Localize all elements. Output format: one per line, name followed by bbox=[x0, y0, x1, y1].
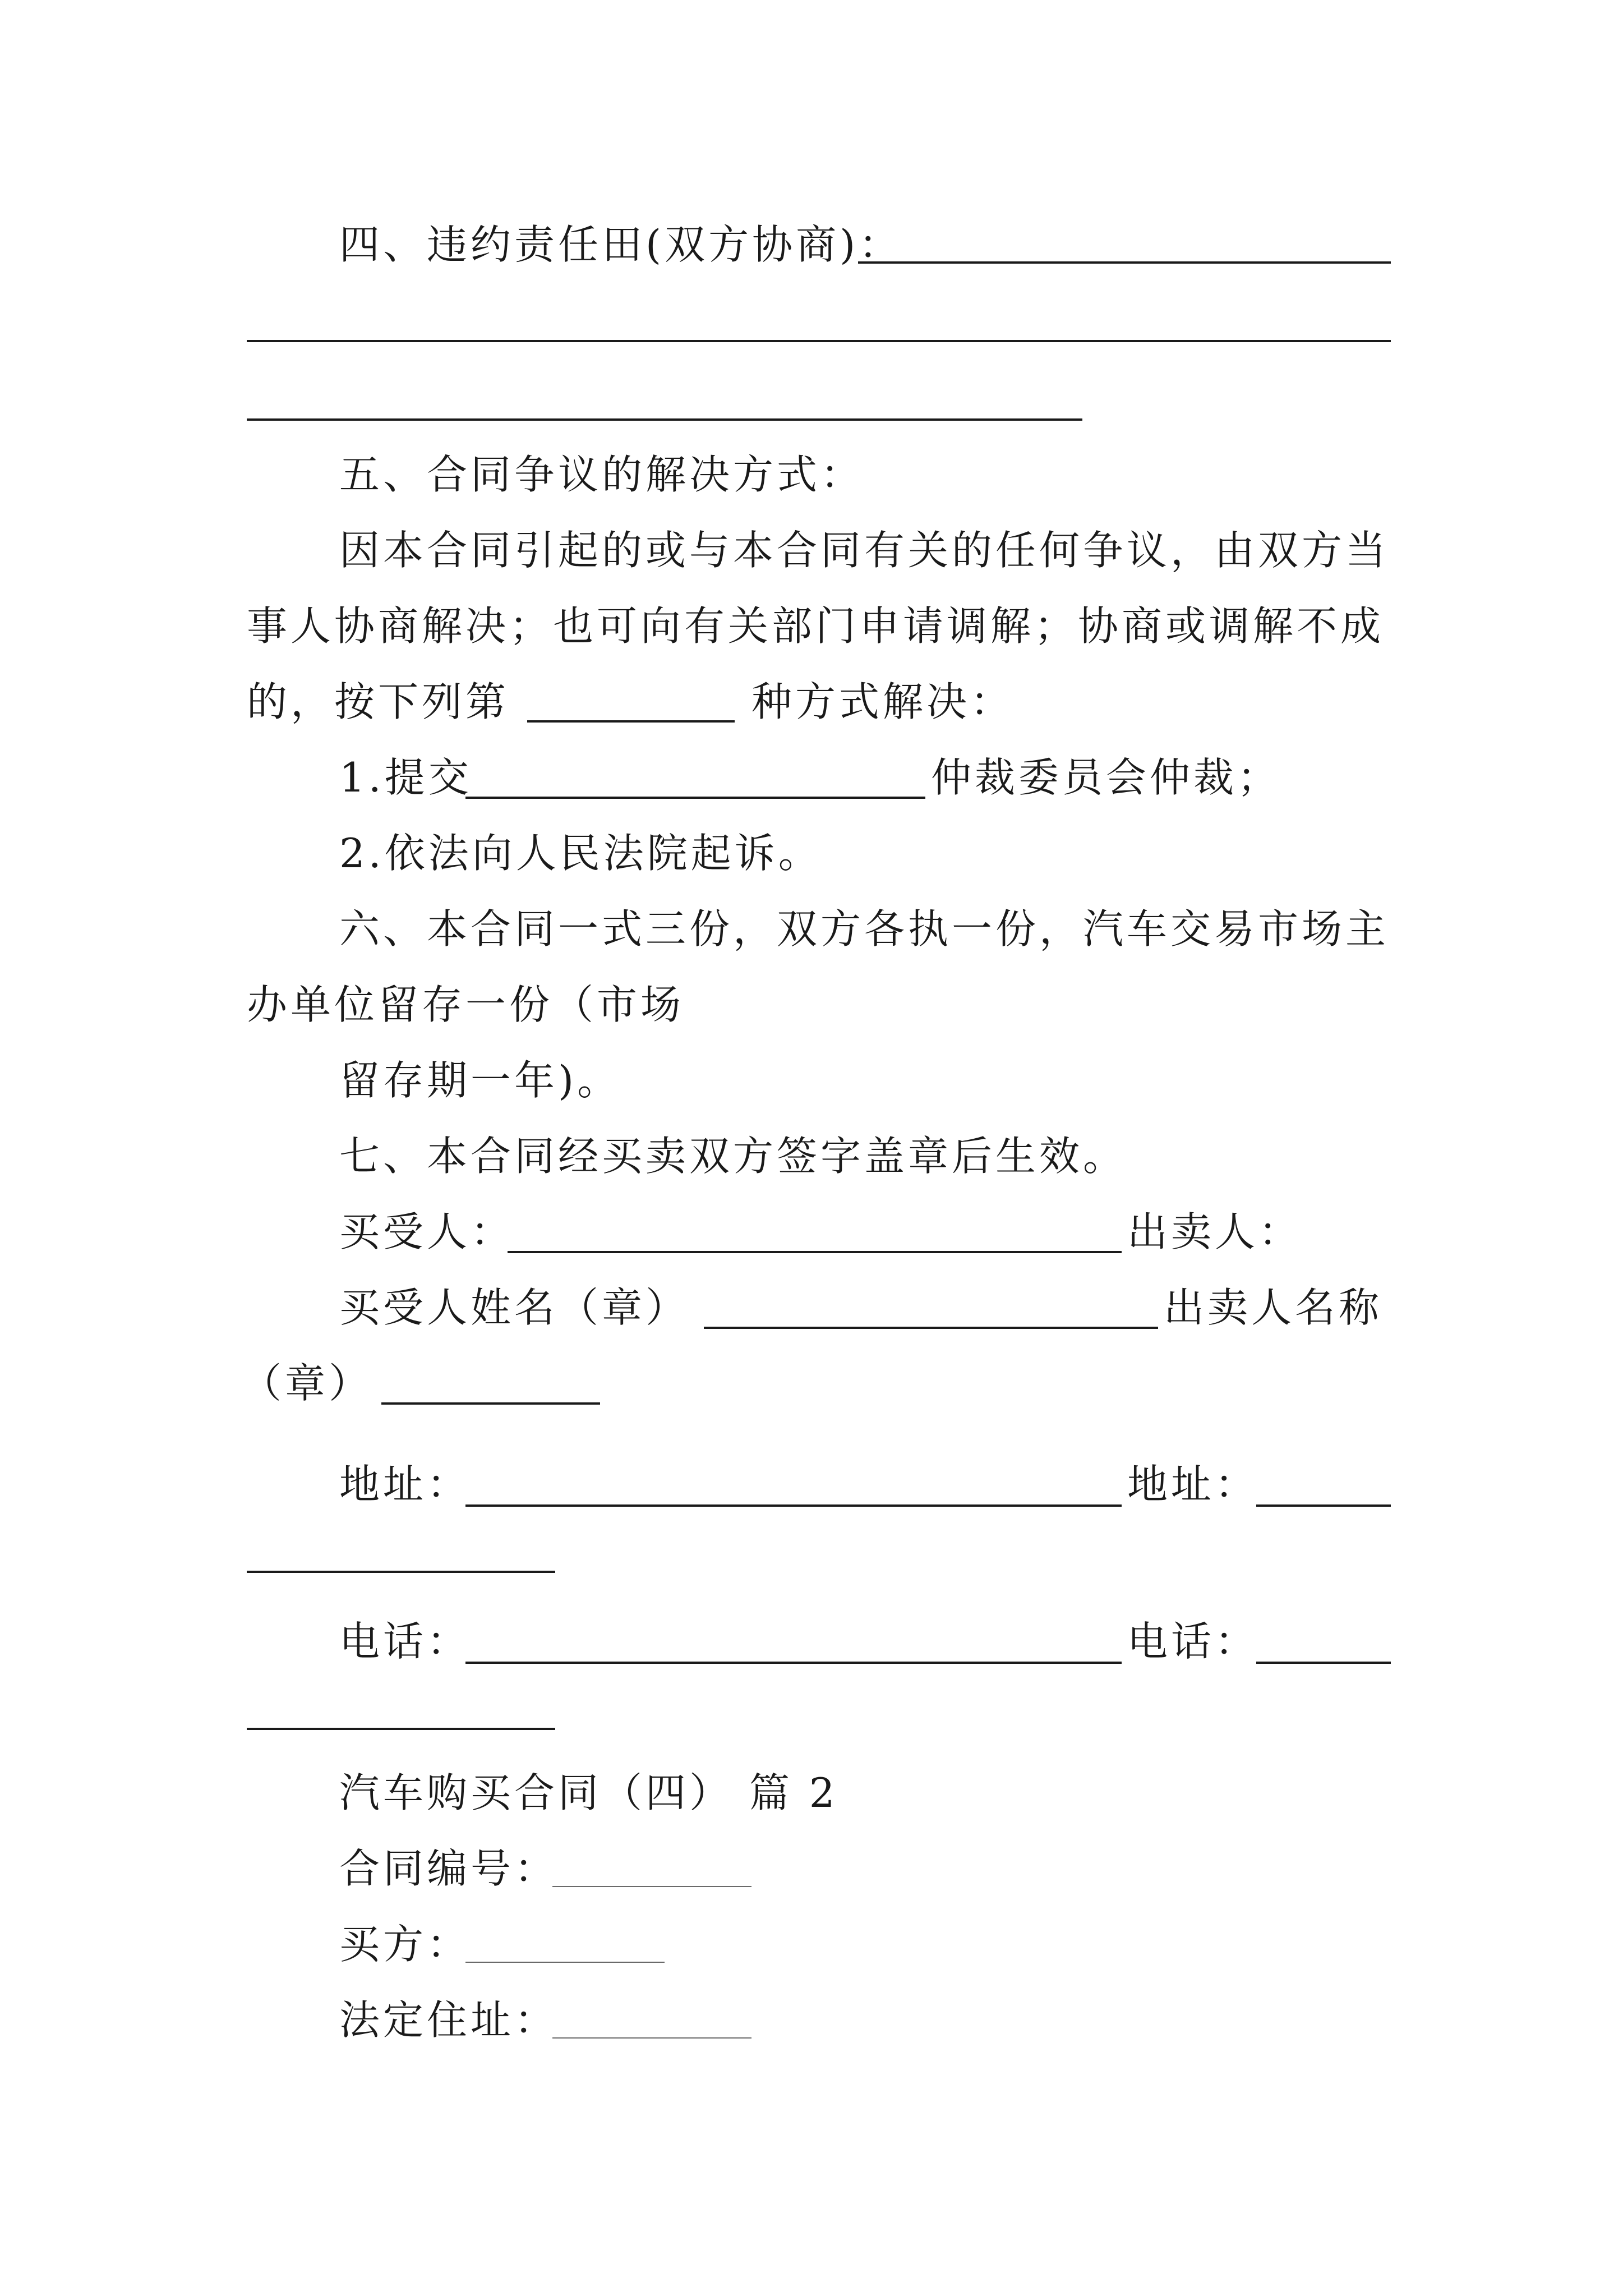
clause5-option1-b: 仲裁委员会仲裁； bbox=[931, 754, 1281, 801]
seller-label: 出卖人： bbox=[1127, 1208, 1303, 1255]
clause5-option1-a: 1.提交 bbox=[339, 754, 472, 801]
clause5-para-line1: 因本合同引起的或与本合同有关的任何争议，由双方当 bbox=[339, 527, 1390, 574]
contract2-buyer-blank bbox=[465, 1962, 665, 1963]
address-blank-right-cont bbox=[247, 1571, 555, 1573]
phone-label-right: 电话： bbox=[1127, 1618, 1259, 1665]
seller-name-label-b: （章） bbox=[241, 1360, 373, 1407]
clause4-blank-2 bbox=[247, 340, 1391, 342]
clause6-line3: 留存期一年)。 bbox=[339, 1057, 621, 1104]
contract2-legal-address-blank bbox=[552, 2037, 751, 2039]
contract2-title: 汽车购买合同（四） 篇 2 bbox=[339, 1769, 838, 1816]
phone-blank-left bbox=[465, 1662, 1122, 1664]
contract2-legal-address-label: 法定住址： bbox=[339, 1996, 559, 2044]
address-blank-right bbox=[1256, 1504, 1391, 1507]
clause5-para-line3-a: 的，按下列第 bbox=[247, 678, 510, 725]
contract2-number-blank bbox=[552, 1886, 751, 1887]
clause4-label: 四、违约责任田(双方协商)： bbox=[339, 221, 903, 268]
address-label-right: 地址： bbox=[1127, 1461, 1259, 1508]
buyer-name-blank bbox=[704, 1327, 1158, 1329]
seller-name-blank bbox=[381, 1402, 600, 1405]
phone-label-left: 电话： bbox=[339, 1618, 471, 1665]
clause5-choice-blank bbox=[527, 720, 735, 723]
clause5-arbitration-blank bbox=[465, 797, 925, 799]
buyer-name-label: 买受人姓名（章） bbox=[339, 1284, 690, 1331]
clause6-line1: 六、本合同一式三份，双方各执一份，汽车交易市场主 bbox=[339, 905, 1390, 953]
clause5-para-line2: 事人协商解决；也可向有关部门申请调解；协商或调解不成 bbox=[247, 602, 1385, 650]
address-label-left: 地址： bbox=[339, 1461, 471, 1508]
phone-blank-right-cont bbox=[247, 1728, 555, 1730]
buyer-blank bbox=[508, 1251, 1122, 1253]
contract2-number-label: 合同编号： bbox=[339, 1845, 559, 1892]
clause5-heading: 五、合同争议的解决方式： bbox=[339, 451, 865, 498]
clause5-option2: 2.依法向人民法院起诉。 bbox=[339, 830, 822, 877]
address-blank-left bbox=[465, 1504, 1122, 1507]
phone-blank-right bbox=[1256, 1662, 1391, 1664]
buyer-label: 买受人： bbox=[339, 1208, 515, 1255]
clause5-para-line3-b: 种方式解决： bbox=[751, 678, 1015, 725]
clause6-line2: 办单位留存一份（市场 bbox=[247, 981, 685, 1028]
clause4-blank-1 bbox=[858, 261, 1391, 264]
seller-name-label-a: 出卖人名称 bbox=[1164, 1284, 1383, 1331]
clause7-line1: 七、本合同经买卖双方签字盖章后生效。 bbox=[339, 1133, 1127, 1180]
clause4-blank-3 bbox=[247, 418, 1082, 421]
contract2-buyer-label: 买方： bbox=[339, 1921, 471, 1968]
